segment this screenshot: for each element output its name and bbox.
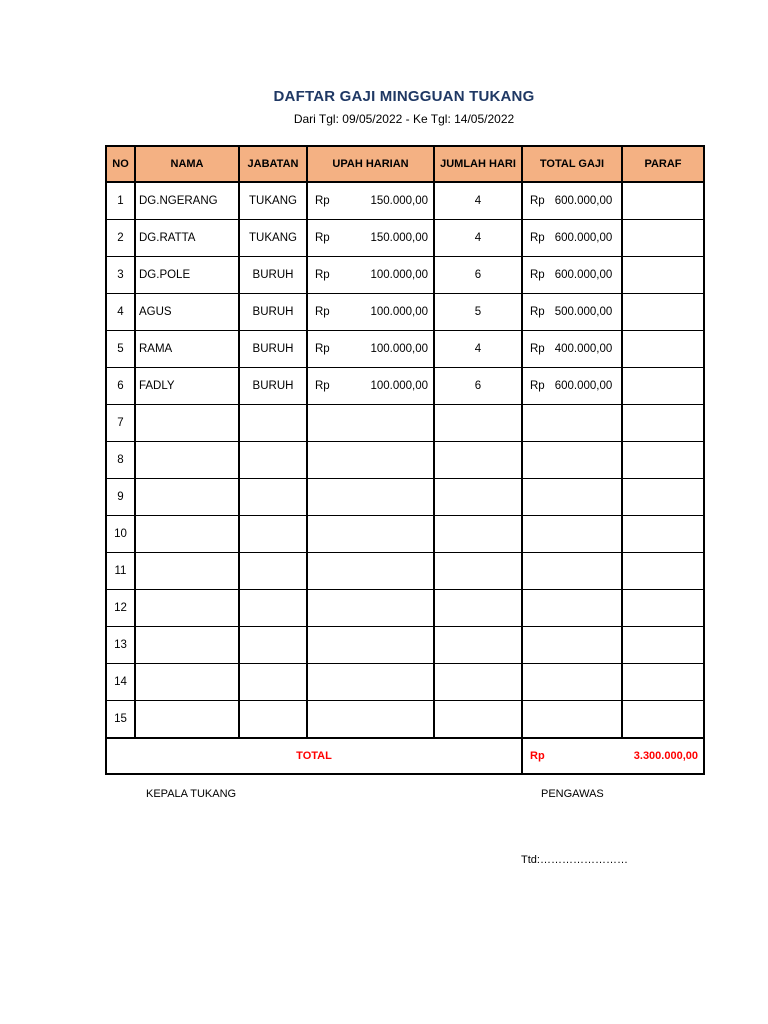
row-empty-cell (135, 627, 239, 664)
row-no: 10 (106, 516, 135, 553)
row-empty-cell (239, 553, 307, 590)
column-header-upah-harian: UPAH HARIAN (307, 146, 434, 182)
table-row (106, 405, 704, 442)
row-empty-cell (135, 405, 239, 442)
kepala-tukang-label: KEPALA TUKANG (146, 788, 237, 800)
row-jabatan: TUKANG (239, 220, 307, 257)
upah-currency: Rp (315, 269, 330, 281)
column-header-no: NO (106, 146, 135, 182)
row-empty-cell (622, 405, 704, 442)
upah-value: 150.000,00 (370, 195, 428, 207)
row-empty-cell (135, 442, 239, 479)
total-amount (522, 738, 704, 774)
total-row (106, 738, 704, 774)
row-no: 5 (106, 331, 135, 368)
row-upah-harian (307, 257, 434, 294)
row-paraf (622, 182, 704, 220)
upah-currency: Rp (315, 232, 330, 244)
row-jumlah-hari: 6 (434, 368, 522, 405)
row-empty-cell (622, 553, 704, 590)
row-empty-cell (307, 516, 434, 553)
row-empty-cell (434, 516, 522, 553)
row-empty-cell (522, 627, 622, 664)
row-jumlah-hari: 4 (434, 220, 522, 257)
total-gaji-currency: Rp (530, 306, 545, 318)
row-empty-cell (239, 479, 307, 516)
column-header-paraf: PARAF (622, 146, 704, 182)
row-empty-cell (239, 442, 307, 479)
row-empty-cell (622, 664, 704, 701)
row-empty-cell (307, 664, 434, 701)
row-empty-cell (622, 479, 704, 516)
total-gaji-value: 600.000,00 (554, 380, 613, 392)
upah-value: 100.000,00 (370, 343, 428, 355)
total-gaji-value: 500.000,00 (554, 306, 613, 318)
row-empty-cell (434, 442, 522, 479)
row-empty-cell (135, 590, 239, 627)
total-gaji-currency: Rp (530, 380, 545, 392)
row-empty-cell (522, 664, 622, 701)
row-empty-cell (434, 479, 522, 516)
table-row (106, 257, 704, 294)
column-header-total-gaji: TOTAL GAJI (522, 146, 622, 182)
row-empty-cell (622, 516, 704, 553)
date-range: Dari Tgl: 09/05/2022 - Ke Tgl: 14/05/2022 (293, 112, 515, 126)
table-row (106, 331, 704, 368)
table-row (106, 294, 704, 331)
page-title: DAFTAR GAJI MINGGUAN TUKANG (273, 88, 535, 105)
total-gaji-currency: Rp (530, 232, 545, 244)
table-row (106, 664, 704, 701)
total-gaji-currency: Rp (530, 343, 545, 355)
row-empty-cell (239, 405, 307, 442)
upah-currency: Rp (315, 380, 330, 392)
row-jabatan: BURUH (239, 257, 307, 294)
row-upah-harian (307, 220, 434, 257)
row-no: 1 (106, 182, 135, 220)
upah-currency: Rp (315, 343, 330, 355)
row-no: 14 (106, 664, 135, 701)
row-paraf (622, 257, 704, 294)
table-row (106, 182, 704, 220)
total-gaji-value: 600.000,00 (554, 232, 613, 244)
row-empty-cell (622, 442, 704, 479)
row-no: 13 (106, 627, 135, 664)
row-nama: DG.NGERANG (135, 182, 239, 220)
row-no: 12 (106, 590, 135, 627)
row-jumlah-hari: 6 (434, 257, 522, 294)
upah-value: 100.000,00 (370, 269, 428, 281)
row-empty-cell (434, 627, 522, 664)
table-row (106, 368, 704, 405)
table-row (106, 590, 704, 627)
row-empty-cell (135, 479, 239, 516)
row-paraf (622, 331, 704, 368)
row-empty-cell (622, 701, 704, 739)
upah-value: 150.000,00 (370, 232, 428, 244)
row-empty-cell (239, 664, 307, 701)
row-total-gaji (522, 257, 622, 294)
row-empty-cell (522, 701, 622, 739)
total-gaji-currency: Rp (530, 195, 545, 207)
row-empty-cell (522, 590, 622, 627)
row-jabatan: BURUH (239, 368, 307, 405)
row-paraf (622, 368, 704, 405)
row-nama: DG.POLE (135, 257, 239, 294)
row-empty-cell (307, 590, 434, 627)
row-total-gaji (522, 182, 622, 220)
table-row (106, 627, 704, 664)
column-header-nama: NAMA (135, 146, 239, 182)
row-empty-cell (434, 590, 522, 627)
row-no: 6 (106, 368, 135, 405)
salary-table (105, 145, 705, 775)
row-paraf (622, 294, 704, 331)
row-empty-cell (307, 627, 434, 664)
row-empty-cell (135, 516, 239, 553)
table-row (106, 516, 704, 553)
row-no: 8 (106, 442, 135, 479)
column-header-jabatan: JABATAN (239, 146, 307, 182)
pengawas-label: PENGAWAS (541, 788, 604, 800)
row-empty-cell (239, 627, 307, 664)
row-no: 4 (106, 294, 135, 331)
total-gaji-value: 600.000,00 (554, 195, 613, 207)
row-jabatan: TUKANG (239, 182, 307, 220)
table-header-row (106, 146, 704, 182)
row-empty-cell (622, 590, 704, 627)
row-nama: AGUS (135, 294, 239, 331)
row-empty-cell (239, 701, 307, 739)
total-gaji-value: 600.000,00 (554, 269, 613, 281)
row-no: 7 (106, 405, 135, 442)
table-row (106, 442, 704, 479)
row-total-gaji (522, 294, 622, 331)
row-upah-harian (307, 182, 434, 220)
row-no: 3 (106, 257, 135, 294)
row-jabatan: BURUH (239, 294, 307, 331)
total-currency: Rp (530, 750, 545, 762)
row-empty-cell (307, 405, 434, 442)
total-label: TOTAL (106, 738, 522, 774)
table-row (106, 701, 704, 739)
row-nama: RAMA (135, 331, 239, 368)
row-empty-cell (307, 701, 434, 739)
row-empty-cell (239, 516, 307, 553)
row-jumlah-hari: 5 (434, 294, 522, 331)
upah-value: 100.000,00 (370, 306, 428, 318)
row-empty-cell (522, 442, 622, 479)
row-empty-cell (135, 553, 239, 590)
row-nama: DG.RATTA (135, 220, 239, 257)
row-no: 11 (106, 553, 135, 590)
row-total-gaji (522, 368, 622, 405)
row-empty-cell (239, 590, 307, 627)
row-empty-cell (135, 701, 239, 739)
table-row (106, 220, 704, 257)
row-no: 15 (106, 701, 135, 739)
row-no: 9 (106, 479, 135, 516)
row-empty-cell (522, 516, 622, 553)
upah-value: 100.000,00 (370, 380, 428, 392)
row-no: 2 (106, 220, 135, 257)
row-total-gaji (522, 331, 622, 368)
row-empty-cell (434, 553, 522, 590)
total-gaji-currency: Rp (530, 269, 545, 281)
row-empty-cell (307, 479, 434, 516)
row-upah-harian (307, 368, 434, 405)
row-empty-cell (434, 701, 522, 739)
row-jabatan: BURUH (239, 331, 307, 368)
row-empty-cell (307, 442, 434, 479)
row-empty-cell (434, 664, 522, 701)
row-empty-cell (434, 405, 522, 442)
row-empty-cell (522, 405, 622, 442)
row-jumlah-hari: 4 (434, 182, 522, 220)
row-empty-cell (522, 479, 622, 516)
total-value: 3.300.000,00 (633, 750, 698, 762)
row-jumlah-hari: 4 (434, 331, 522, 368)
signature-line: Ttd:…………………… (521, 854, 628, 866)
column-header-jumlah-hari: JUMLAH HARI (434, 146, 522, 182)
upah-currency: Rp (315, 306, 330, 318)
upah-currency: Rp (315, 195, 330, 207)
row-upah-harian (307, 294, 434, 331)
total-gaji-value: 400.000,00 (554, 343, 613, 355)
row-empty-cell (135, 664, 239, 701)
row-empty-cell (622, 627, 704, 664)
row-empty-cell (522, 553, 622, 590)
row-nama: FADLY (135, 368, 239, 405)
row-total-gaji (522, 220, 622, 257)
table-row (106, 553, 704, 590)
row-paraf (622, 220, 704, 257)
table-row (106, 479, 704, 516)
row-upah-harian (307, 331, 434, 368)
row-empty-cell (307, 553, 434, 590)
